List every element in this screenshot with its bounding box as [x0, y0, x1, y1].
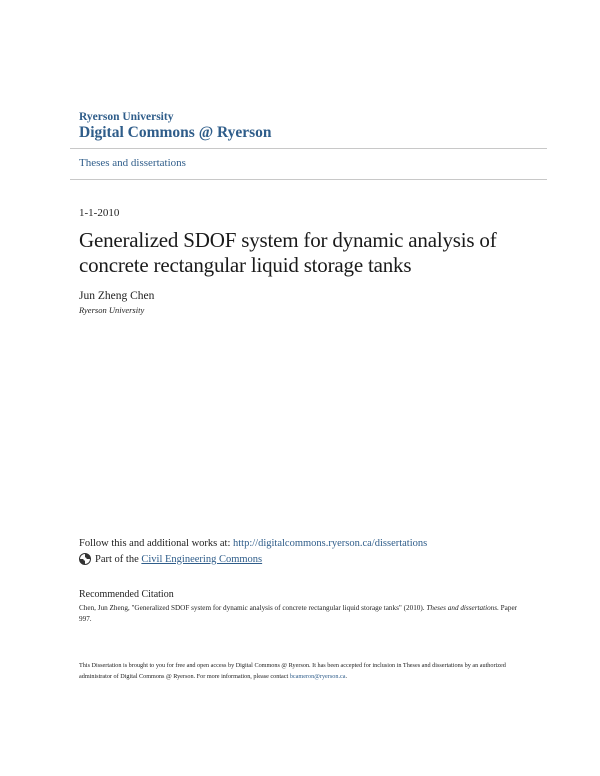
follow-line [79, 538, 427, 549]
author-affiliation: Ryerson University [79, 305, 145, 315]
follow-prefix: Follow this and additional works at: [79, 538, 233, 549]
civil-engineering-commons-link[interactable]: Civil Engineering Commons [141, 553, 263, 565]
notice-end: . [345, 673, 348, 680]
citation-end: Paper 997. [79, 604, 518, 623]
top-divider [70, 148, 547, 149]
citation-series: Theses and dissertations. [426, 604, 499, 612]
repository-name[interactable]: Digital Commons @ Ryerson [79, 124, 272, 141]
notice-text: This Dissertation is brought to you for free and open access by Digital Commons @ Ryerson. It has been accepted for inclusion in Theses and dissertations by an authorized administrator of Digital Commons @ Ryerson. For more information, please contact [79, 662, 506, 680]
citation-main: Chen, Jun Zheng, "Generalized SDOF system for dynamic analysis of concrete rectangular liquid storage tanks" (2010). [79, 604, 427, 612]
citation-heading: Recommended Citation [79, 589, 174, 600]
institution-block [79, 110, 272, 142]
document-title: Generalized SDOF system for dynamic analysis of concrete rectangular liquid storage tanks [79, 228, 497, 277]
series-divider [70, 179, 547, 180]
part-of-prefix: Part of the [95, 553, 139, 565]
network-commons-icon [79, 553, 91, 565]
publication-date: 1-1-2010 [79, 207, 120, 219]
author-name: Jun Zheng Chen [79, 290, 155, 302]
institution-name[interactable]: Ryerson University [79, 111, 174, 123]
part-of-line [79, 553, 262, 565]
series-link[interactable]: Theses and dissertations [79, 157, 186, 169]
access-notice [79, 660, 519, 682]
follow-url-link[interactable]: http://digitalcommons.ryerson.ca/dissertations [233, 538, 428, 549]
citation-text [79, 603, 519, 625]
contact-email-link[interactable]: bcameron@ryerson.ca [289, 673, 346, 680]
